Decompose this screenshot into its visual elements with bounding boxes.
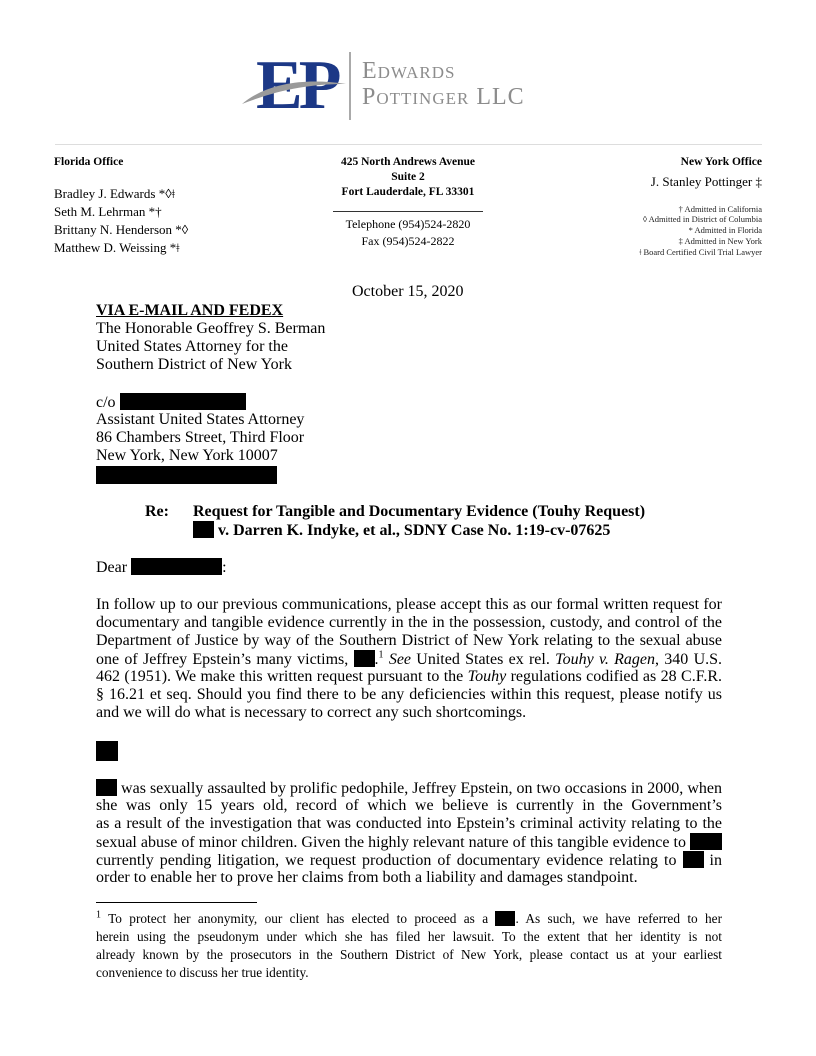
text-run: 462 (1951). We make this written request pursuant to the (96, 668, 468, 685)
swoosh-icon (238, 76, 348, 108)
admission-note: ◊ Admitted in District of Columbia (642, 214, 762, 224)
care-of-prefix: c/o (96, 394, 116, 411)
footnote-ref: 1 (378, 650, 384, 661)
letter-date: October 15, 2020 (352, 283, 464, 300)
admission-note: ‡ Admitted in New York (678, 236, 762, 246)
care-of-line: New York, New York 10007 (96, 447, 278, 464)
attorney: Brittany N. Henderson *◊ (54, 222, 189, 237)
attorney: Seth M. Lehrman *† (54, 204, 162, 219)
text-line (96, 928, 722, 946)
text-line (96, 668, 722, 686)
italic-text: See (388, 651, 412, 668)
text-run: herein using the pseudonym under which she has filed her lawsuit. To the extent that her identity is not (96, 929, 722, 944)
address-line: 425 North Andrews Avenue (340, 156, 476, 168)
text-run: already known by the prosecutors in the Southern District of New York, please contact us at your earliest (96, 947, 722, 962)
text-run: and we will do what is necessary to correct any such shortcomings. (96, 704, 527, 721)
logo-divider (349, 52, 351, 120)
text-run: convenience to discuss her true identity. (96, 965, 309, 980)
text-line (96, 910, 722, 928)
text-run: in (703, 852, 722, 869)
text-run: In follow up to our previous communications, please accept this as our formal written request for (96, 596, 722, 613)
text-line (96, 833, 722, 851)
redaction (683, 851, 704, 868)
firm-name-line1: Edwards (362, 58, 456, 84)
text-line (96, 704, 722, 722)
re-subject: Request for Tangible and Documentary Evidence (Touhy Request) (193, 503, 646, 520)
text-run: currently pending litigation, we request production of documentary evidence relating to (96, 852, 683, 869)
new-york-office-heading: New York Office (680, 156, 762, 168)
footnote-ref: 1 (96, 910, 101, 921)
text-line (96, 779, 722, 797)
firm-name-line2: Pottinger LLC (362, 84, 525, 110)
text-run: Department of Justice by way of the Southern District of New York relating to the sexual abuse (96, 632, 722, 649)
recipient-line: United States Attorney for the (96, 338, 288, 355)
text-run: she was only 15 years old, record of which we believe is currently in the Government’s (96, 797, 722, 814)
text-run: regulations codified as 28 C.F.R. (506, 668, 722, 685)
text-line (96, 964, 722, 982)
redaction (131, 558, 222, 575)
case-caption: v. Darren K. Indyke, et al., SDNY Case No. 1:19-cv-07625 (214, 522, 611, 539)
re-label: Re: (145, 503, 169, 520)
redaction (96, 466, 277, 484)
text-line (96, 869, 722, 887)
text-run: sexual abuse of minor children. Given the highly relevant nature of this tangible evidence to (96, 834, 690, 851)
recipient-line: The Honorable Geoffrey S. Berman (96, 320, 326, 337)
fax: Fax (954)524-2822 (361, 234, 455, 248)
text-run: documentary and tangible evidence currently in the in the possession, custody, and control of the (96, 614, 722, 631)
text-run: order to enable her to prove her claims from both a liability and damages standpoint. (96, 869, 638, 886)
address-rule (333, 211, 483, 212)
care-of-line: 86 Chambers Street, Third Floor (96, 429, 305, 446)
text-run: . As such, we have referred to her (515, 911, 722, 926)
redacted-heading (96, 741, 118, 761)
text-run: was sexually assaulted by prolific pedophile, Jeffrey Epstein, on two occasions in 2000, when (117, 780, 722, 797)
attorney: J. Stanley Pottinger ‡ (650, 174, 762, 189)
text-run: To protect her anonymity, our client has elected to proceed as a (101, 911, 496, 926)
text-run: as a result of the investigation that was conducted into Epstein’s criminal activity relating to the (96, 815, 722, 832)
redaction (354, 650, 375, 667)
italic-text: Touhy (467, 668, 507, 685)
address-line: Fort Lauderdale, FL 33301 (341, 186, 475, 198)
redaction (495, 911, 515, 926)
redaction (690, 833, 722, 850)
care-of-line: Assistant United States Attorney (96, 411, 305, 428)
text-line (96, 596, 722, 614)
telephone: Telephone (954)524-2820 (345, 217, 471, 231)
text-run: . (374, 651, 379, 668)
text-line (96, 946, 722, 964)
attorney: Matthew D. Weissing *ǂ (54, 240, 180, 255)
admission-note: † Admitted in California (678, 204, 762, 214)
recipient-line: Southern District of New York (96, 356, 292, 373)
text-run: United States ex rel. (411, 651, 556, 668)
attorney: Bradley J. Edwards *◊ǂ (54, 186, 175, 201)
florida-office-heading: Florida Office (54, 156, 124, 168)
text-run: § 16.21 et seq. Should you find there to be any deficiencies within this request, please notify us (96, 686, 722, 703)
text-run: , 340 U.S. (655, 651, 722, 668)
care-of-line (96, 393, 722, 412)
firm-logo (238, 48, 588, 124)
address-line: Suite 2 (391, 171, 425, 183)
text-line (96, 632, 722, 650)
delivery-method: VIA E-MAIL AND FEDEX (96, 302, 284, 319)
redaction (193, 521, 214, 538)
footnote-rule (96, 902, 257, 903)
salutation-suffix: : (222, 559, 227, 576)
redaction (96, 779, 117, 796)
re-case (193, 521, 610, 540)
admission-note: ǂ Board Certified Civil Trial Lawyer (639, 247, 762, 257)
redaction (120, 393, 246, 410)
text-line (96, 851, 722, 869)
text-line (96, 797, 722, 815)
header-rule (55, 144, 762, 145)
text-line (96, 650, 722, 668)
text-line (96, 815, 722, 833)
admission-note: * Admitted in Florida (688, 225, 762, 235)
text-line (96, 614, 722, 632)
logo-monogram: EP (256, 47, 338, 124)
text-run: one of Jeffrey Epstein’s many victims, (96, 651, 354, 668)
italic-text: Touhy v. Ragen (555, 651, 656, 668)
salutation-prefix: Dear (96, 559, 128, 576)
salutation (96, 558, 722, 577)
text-line (96, 686, 722, 704)
